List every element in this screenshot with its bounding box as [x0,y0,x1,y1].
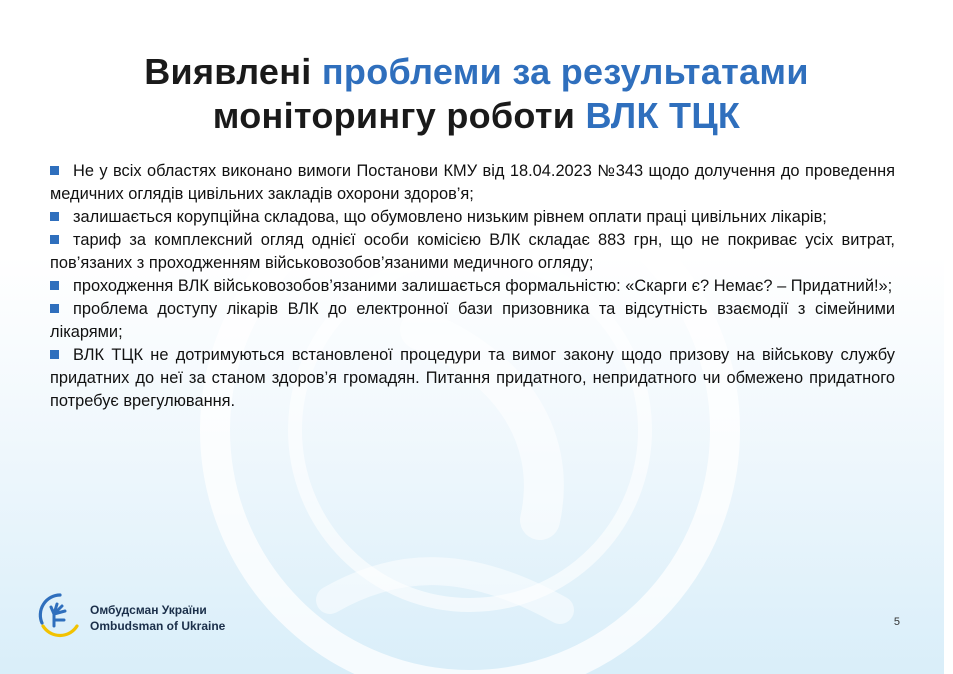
list-item [50,206,895,229]
organization-name [90,602,225,634]
list-item-text: проблема доступу лікарів ВЛК до електронної бази призовника та відсутність взаємодії з сімейними лікарями; [50,300,895,341]
bullet-square-icon [50,212,59,221]
bullet-square-icon [50,304,59,313]
bullet-square-icon [50,281,59,290]
bullet-square-icon [50,235,59,244]
title-accent-text: проблеми за результатами [321,51,809,92]
title-text: Виявлені [144,51,322,92]
findings-list [50,160,895,413]
title-line-1 [0,50,953,94]
slide-title [0,50,953,138]
list-item [50,344,895,413]
org-name-en: Ombudsman of Ukraine [90,619,226,633]
viewer-edge [944,0,953,674]
list-item-text: ВЛК ТЦК не дотримуються встановленої процедури та вимог закону щодо призову на військову службу придатних до неї за станом здоров’я громадян. Питання придатного, непридатного чи обмежено придатного потребує врегулювання. [50,346,895,410]
bullet-square-icon [50,350,59,359]
list-item-text: залишається корупційна складова, що обумовлено низьким рівнем оплати праці цивільних лікарів; [73,208,827,226]
list-item-text: тариф за комплексний огляд однієї особи комісією ВЛК складає 883 грн, що не покриває усіх витрат, пов’язаних з проходженням військовозобов’язаними медичного огляду; [50,231,895,272]
org-name-ua: Омбудсман України [90,603,207,617]
list-item [50,229,895,275]
page-number: 5 [893,616,900,628]
title-accent-text: ВЛК ТЦК [585,95,741,136]
bullet-square-icon [50,166,59,175]
list-item [50,160,895,206]
ombudsman-hand-logo-icon [37,592,83,638]
list-item [50,298,895,344]
list-item-text: проходження ВЛК військовозобов’язаними залишається формальністю: «Скарги є? Немає? – Придатний!»; [73,277,893,295]
list-item [50,275,895,298]
title-text: моніторингу роботи [212,95,586,136]
list-item-text: Не у всіх областях виконано вимоги Постанови КМУ від 18.04.2023 №343 щодо долучення до проведення медичних оглядів цивільних закладів охорони здоров’я; [50,162,895,203]
title-line-2 [0,94,953,138]
